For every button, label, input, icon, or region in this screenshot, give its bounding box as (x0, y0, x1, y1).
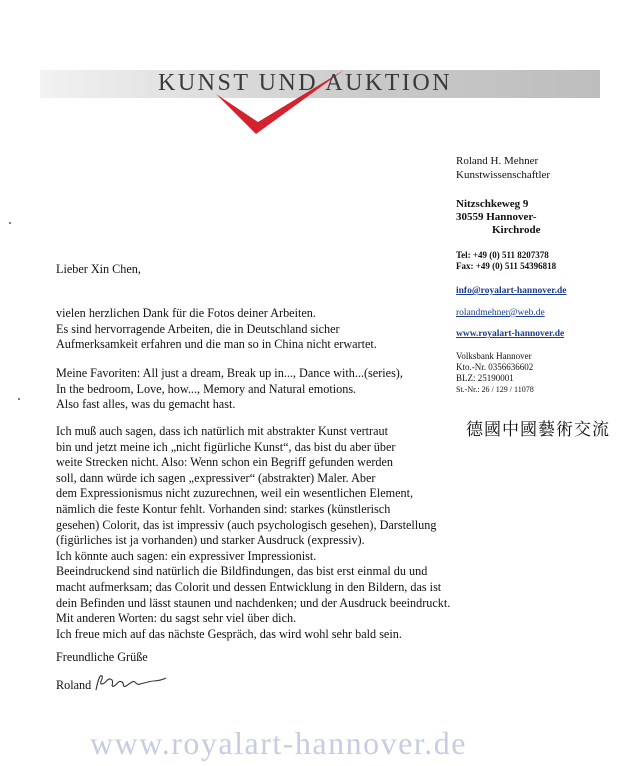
paragraph-1 (56, 306, 377, 353)
text-line: gesehen) Colorit, das ist impressiv (auch psychologisch gesehen), Darstellung (56, 517, 437, 532)
text-line: weite Strecken nicht. Also: Wenn schon ein Begriff gefunden werden (56, 455, 394, 470)
bank-account: Kto.-Nr. 0356636602 (456, 362, 534, 372)
bank-code: BLZ: 25190001 (456, 373, 514, 383)
footer-website: www.royalart-hannover.de (90, 725, 467, 761)
tax-number: St.-Nr.: 26 / 129 / 11078 (456, 385, 534, 394)
sender-fax: Fax: +49 (0) 511 54396818 (456, 261, 557, 271)
scan-speck (9, 222, 11, 224)
text-line: Also fast alles, was du gemacht hast. (56, 397, 236, 412)
text-line: Es sind hervorragende Arbeiten, die in Deutschland sicher (56, 321, 340, 336)
text-line: dem Expressionismus nicht zuzurechnen, weil ein wesentlichen Element, (56, 486, 414, 501)
text-line: Mit anderen Worten: du sagst sehr viel über dich. (56, 611, 297, 626)
text-line: Ich freue mich auf das nächste Gespräch, das wird wohl sehr bald sein. (56, 626, 402, 641)
website-link[interactable]: www.royalart-hannover.de (456, 329, 565, 339)
text-line: macht aufmerksam; das Colorit und dessen Entwicklung in den Bildern, das ist (56, 579, 442, 594)
text-line: vielen herzlichen Dank für die Fotos deiner Arbeiten. (56, 306, 316, 320)
sender-street: Nitzschkeweg 9 (456, 198, 529, 210)
text-line: Ich muß auch sagen, dass ich natürlich mit abstrakter Kunst vertraut (56, 424, 389, 438)
letterhead-logo-text: KUNST UND AUKTION (158, 70, 453, 96)
scan-speck (18, 398, 20, 400)
signature-name: Roland (56, 678, 92, 692)
text-line: nämlich die feste Kontur fehlt. Vorhanden sind: starkes (künstlerisch (56, 501, 391, 516)
sender-city: 30559 Hannover- (456, 211, 537, 223)
paragraph-2 (56, 366, 403, 413)
email-link-personal[interactable]: rolandmehner@web.de (456, 308, 545, 318)
text-line: (figürliches ist ja vorhanden) und starker Ausdruck (expressiv). (56, 533, 365, 548)
text-line: soll, dann würde ich sagen „expressiver“ (abstrakter) Maler. Aber (56, 470, 376, 485)
closing: Freundliche Grüße (56, 650, 148, 664)
text-line: In the bedroom, Love, how..., Memory and Natural emotions. (56, 381, 357, 396)
sender-title: Kunstwissenschaftler (456, 169, 551, 181)
handwritten-signature (92, 672, 172, 694)
salutation: Lieber Xin Chen, (56, 262, 141, 276)
bank-name: Volksbank Hannover (456, 351, 532, 361)
text-line: bin und jetzt meine ich „nicht figürliche Kunst“, das bist du aber über (56, 439, 396, 454)
text-line: Beeindruckend sind natürlich die Bildfindungen, das bist erst einmal du und (56, 564, 428, 579)
text-line: Aufmerksamkeit erfahren und die man so in China nicht erwartet. (56, 337, 377, 352)
sender-district: Kirchrode (492, 224, 541, 236)
email-link-info[interactable]: info@royalart-hannover.de (456, 286, 567, 296)
text-line: Ich könnte auch sagen: ein expressiver Impressionist. (56, 548, 317, 563)
chinese-title: 德國中國藝術交流 (466, 420, 610, 440)
sender-name: Roland H. Mehner (456, 155, 539, 167)
text-line: dein Befinden und lässt staunen und nachdenken; und der Ausdruck beeindruckt. (56, 595, 451, 610)
paragraph-3 (56, 424, 450, 642)
text-line: Meine Favoriten: All just a dream, Break up in..., Dance with...(series), (56, 366, 403, 380)
sender-tel: Tel: +49 (0) 511 8207378 (456, 250, 549, 260)
